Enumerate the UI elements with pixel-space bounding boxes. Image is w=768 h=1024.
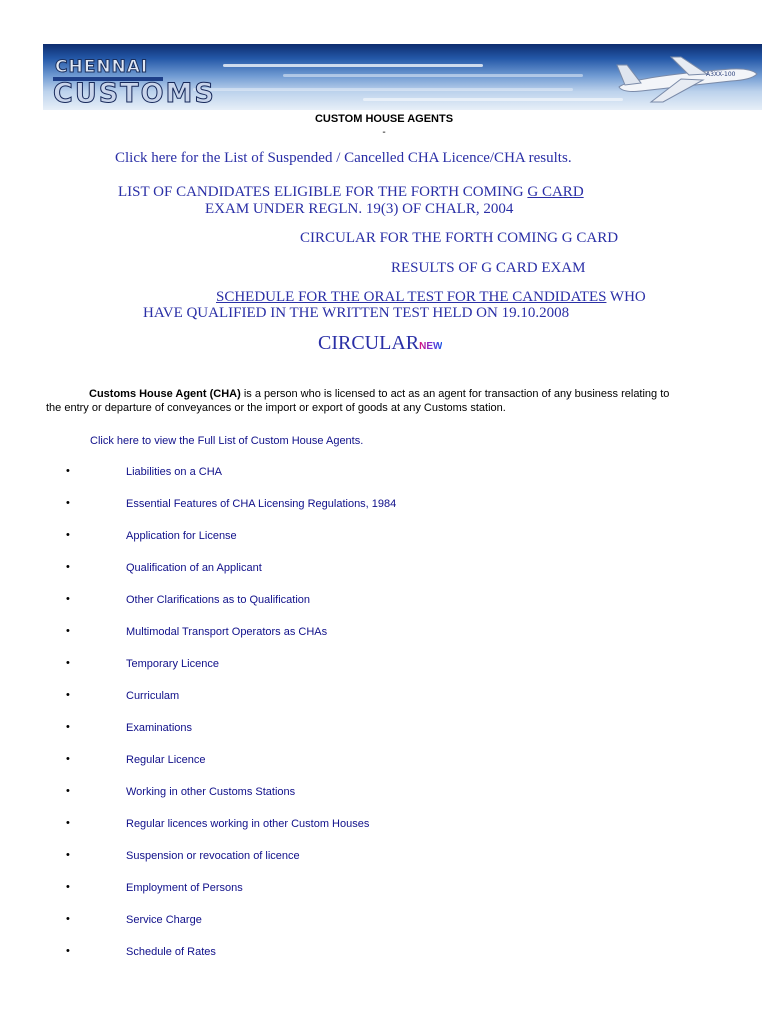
schedule-oral-test-link[interactable]: SCHEDULE FOR THE ORAL TEST FOR THE CANDIDATES xyxy=(216,289,607,305)
bullet-icon: • xyxy=(66,849,70,861)
bullet-icon: • xyxy=(66,721,70,733)
bullet-icon: • xyxy=(66,625,70,637)
topic-link[interactable]: Other Clarifications as to Qualification xyxy=(126,594,311,606)
cha-definition: is a person who is licensed to act as an agent for transaction of any business relating to xyxy=(240,388,670,400)
bullet-icon: • xyxy=(66,561,70,573)
bullet-icon: • xyxy=(66,913,70,925)
schedule-rest: WHO xyxy=(606,289,646,305)
eligible-line2: EXAM UNDER REGLN. 19(3) OF CHALR, 2004 xyxy=(205,201,514,217)
topic-link[interactable]: Service Charge xyxy=(126,914,202,926)
topic-link[interactable]: Temporary Licence xyxy=(126,658,219,670)
bullet-icon: • xyxy=(66,593,70,605)
results-g-card-link[interactable]: RESULTS OF G CARD EXAM xyxy=(391,260,586,276)
circular-g-card-link[interactable]: CIRCULAR FOR THE FORTH COMING G CARD xyxy=(300,230,619,246)
bullet-icon: • xyxy=(66,497,70,509)
topic-list-item xyxy=(0,785,768,817)
eligible-line1: LIST OF CANDIDATES ELIGIBLE FOR THE FORTH COMING xyxy=(118,184,528,200)
topic-link[interactable]: Liabilities on a CHA xyxy=(126,466,222,478)
topic-list-item xyxy=(0,689,768,721)
cha-topics-list xyxy=(0,465,768,977)
page-title: CUSTOM HOUSE AGENTS xyxy=(314,113,454,125)
suspended-list-link[interactable]: Click here for the List of Suspended / Cancelled CHA Licence/CHA results. xyxy=(115,150,572,166)
topic-link[interactable]: Application for License xyxy=(126,530,237,542)
topic-link[interactable]: Working in other Customs Stations xyxy=(126,786,296,798)
schedule-line2: HAVE QUALIFIED IN THE WRITTEN TEST HELD ON 19.10.2008 xyxy=(143,305,570,321)
logo-customs-text: CUSTOMS xyxy=(53,78,216,109)
topic-list-item xyxy=(0,913,768,945)
bullet-icon: • xyxy=(66,785,70,797)
topic-list-item xyxy=(0,753,768,785)
logo-chennai-text: CHENNAI xyxy=(55,57,149,77)
cha-intro-line1 xyxy=(89,387,669,401)
topic-link[interactable]: Essential Features of CHA Licensing Regulations, 1984 xyxy=(126,498,397,510)
plane-livery-text: A3XX-100 xyxy=(706,71,736,78)
eligible-candidates-heading xyxy=(118,184,584,201)
topic-list-item xyxy=(0,881,768,913)
topic-list-item xyxy=(0,561,768,593)
topic-list-item xyxy=(0,849,768,881)
topic-list-item xyxy=(0,465,768,497)
topic-list-item xyxy=(0,721,768,753)
topic-link[interactable]: Regular Licence xyxy=(126,754,206,766)
view-full-list-link[interactable]: Click here to view the Full List of Custom House Agents. xyxy=(90,435,364,447)
topic-list-item xyxy=(0,529,768,561)
topic-link[interactable]: Employment of Persons xyxy=(126,882,243,894)
cha-intro-line2: the entry or departure of conveyances or the import or export of goods at any Customs station. xyxy=(46,402,506,414)
topic-link[interactable]: Regular licences working in other Custom Houses xyxy=(126,818,370,830)
cha-term: Customs House Agent (CHA) xyxy=(89,388,241,400)
topic-link[interactable]: Examinations xyxy=(126,722,193,734)
topic-link[interactable]: Suspension or revocation of licence xyxy=(126,850,300,862)
topic-link[interactable]: Qualification of an Applicant xyxy=(126,562,262,574)
topic-list-item xyxy=(0,497,768,529)
airplane-icon xyxy=(611,47,761,107)
bullet-icon: • xyxy=(66,465,70,477)
bullet-icon: • xyxy=(66,529,70,541)
bullet-icon: • xyxy=(66,881,70,893)
bullet-icon: • xyxy=(66,945,70,957)
new-badge: NEW xyxy=(419,341,443,352)
topic-list-item xyxy=(0,625,768,657)
topic-list-item xyxy=(0,817,768,849)
g-card-link[interactable]: G CARD xyxy=(527,184,584,200)
bullet-icon: • xyxy=(66,817,70,829)
topic-list-item xyxy=(0,593,768,625)
topic-link[interactable]: Multimodal Transport Operators as CHAs xyxy=(126,626,328,638)
topic-link[interactable]: Curriculam xyxy=(126,690,180,702)
topic-list-item xyxy=(0,657,768,689)
bullet-icon: • xyxy=(66,657,70,669)
bullet-icon: • xyxy=(66,689,70,701)
circular-label: CIRCULAR xyxy=(318,332,420,354)
header-banner xyxy=(43,44,762,110)
topic-list-item xyxy=(0,945,768,977)
bullet-icon: • xyxy=(66,753,70,765)
topic-link[interactable]: Schedule of Rates xyxy=(126,946,216,958)
title-dash: - xyxy=(382,127,386,138)
circular-new-link[interactable] xyxy=(318,332,442,355)
schedule-heading xyxy=(216,289,646,306)
